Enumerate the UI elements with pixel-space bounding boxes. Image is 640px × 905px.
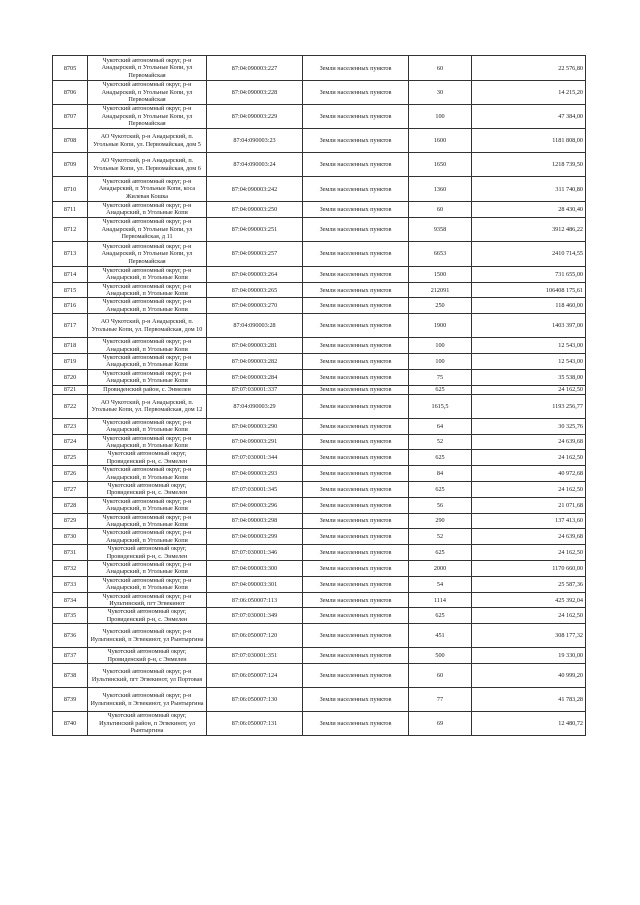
cadastral-value: 24 162,50 <box>472 481 586 497</box>
address-cell: Чукотский автономный округ, р-н Анадырский, п Угольные Копи <box>88 466 207 482</box>
land-category: Земли населенных пунктов <box>303 576 409 592</box>
area-cell: 64 <box>409 418 472 434</box>
table-row <box>53 648 586 664</box>
row-number: 8717 <box>53 314 88 338</box>
area-cell: 84 <box>409 466 472 482</box>
address-cell: Чукотский автономный округ, р-н Иультинский, пгт Эгвекинот, ул Портовая <box>88 664 207 688</box>
table-row <box>53 338 586 354</box>
land-category: Земли населенных пунктов <box>303 153 409 177</box>
cadastral-number: 87:04:090003:251 <box>207 217 303 241</box>
row-number: 8706 <box>53 81 88 105</box>
table-row <box>53 434 586 450</box>
cadastral-value: 731 655,00 <box>472 266 586 282</box>
cadastral-number: 87:04:090003:293 <box>207 466 303 482</box>
area-cell: 625 <box>409 481 472 497</box>
row-number: 8738 <box>53 664 88 688</box>
cadastral-number: 87:04:090003:28 <box>207 314 303 338</box>
address-cell: Чукотский автономный округ, р-н Иультинский, п Эгвекинот, ул Рынтыргина <box>88 624 207 648</box>
cadastral-number: 87:04:090003:298 <box>207 513 303 529</box>
land-category: Земли населенных пунктов <box>303 450 409 466</box>
table-row <box>53 241 586 266</box>
cadastral-number: 87:04:090003:291 <box>207 434 303 450</box>
table-row <box>53 314 586 338</box>
area-cell: 75 <box>409 369 472 385</box>
cadastral-number: 87:06:050007:131 <box>207 712 303 736</box>
address-cell: Чукотский автономный округ, р-н Анадырский, п Угольные Копи <box>88 298 207 314</box>
area-cell: 77 <box>409 688 472 712</box>
land-category: Земли населенных пунктов <box>303 648 409 664</box>
table-row <box>53 545 586 561</box>
cadastral-value: 14 215,20 <box>472 81 586 105</box>
cadastral-value: 40 999,20 <box>472 664 586 688</box>
land-category: Земли населенных пунктов <box>303 481 409 497</box>
table-row <box>53 561 586 577</box>
address-cell: Чукотский автономный округ, р-н Анадырский, п Угольные Копи <box>88 561 207 577</box>
area-cell: 100 <box>409 354 472 370</box>
cadastral-number: 87:04:090003:250 <box>207 202 303 218</box>
land-category: Земли населенных пунктов <box>303 354 409 370</box>
area-cell: 625 <box>409 385 472 394</box>
cadastral-number: 87:07:030001:337 <box>207 385 303 394</box>
table-row <box>53 529 586 545</box>
table-row <box>53 385 586 394</box>
land-category: Земли населенных пунктов <box>303 608 409 624</box>
cadastral-value: 41 783,28 <box>472 688 586 712</box>
cadastral-value: 137 413,60 <box>472 513 586 529</box>
row-number: 8740 <box>53 712 88 736</box>
cadastral-number: 87:04:090003:281 <box>207 338 303 354</box>
row-number: 8713 <box>53 241 88 266</box>
land-category: Земли населенных пунктов <box>303 266 409 282</box>
cadastral-value: 19 330,00 <box>472 648 586 664</box>
address-cell: Чукотский автономный округ, р-н Анадырский, п Угольные Копи <box>88 354 207 370</box>
table-row <box>53 688 586 712</box>
cadastral-value: 22 576,80 <box>472 56 586 81</box>
row-number: 8729 <box>53 513 88 529</box>
cadastral-number: 87:04:090003:290 <box>207 418 303 434</box>
area-cell: 9358 <box>409 217 472 241</box>
cadastral-value: 1193 256,77 <box>472 394 586 418</box>
table-row <box>53 592 586 608</box>
row-number: 8720 <box>53 369 88 385</box>
cadastral-value: 308 177,32 <box>472 624 586 648</box>
cadastral-value: 425 392,04 <box>472 592 586 608</box>
address-cell: Чукотский автономный округ, Провиденский р-н, с Энмелен <box>88 648 207 664</box>
address-cell: Чукотский автономный округ, Провиденский р-н, с. Энмелен <box>88 608 207 624</box>
table-row <box>53 153 586 177</box>
row-number: 8734 <box>53 592 88 608</box>
address-cell: Чукотский автономный округ, Провиденский р-н, с. Энмелен <box>88 545 207 561</box>
area-cell: 56 <box>409 497 472 513</box>
address-cell: Чукотский автономный округ, р-н Анадырский, п Угольные Копи, ул Первомайская <box>88 81 207 105</box>
land-category: Земли населенных пунктов <box>303 369 409 385</box>
cadastral-number: 87:04:090003:257 <box>207 241 303 266</box>
land-category: Земли населенных пунктов <box>303 394 409 418</box>
cadastral-number: 87:04:090003:23 <box>207 129 303 153</box>
area-cell: 52 <box>409 434 472 450</box>
land-category: Земли населенных пунктов <box>303 56 409 81</box>
cadastral-number: 87:04:090003:284 <box>207 369 303 385</box>
address-cell: Чукотский автономный округ, р-н Анадырский, п Угольные Копи <box>88 338 207 354</box>
area-cell: 60 <box>409 56 472 81</box>
cadastral-number: 87:04:090003:270 <box>207 298 303 314</box>
cadastral-value: 12 543,00 <box>472 338 586 354</box>
cadastral-value: 311 740,80 <box>472 177 586 202</box>
row-number: 8737 <box>53 648 88 664</box>
area-cell: 1500 <box>409 266 472 282</box>
land-category: Земли населенных пунктов <box>303 241 409 266</box>
table-row <box>53 177 586 202</box>
address-cell: Чукотский автономный округ, р-н Анадырский, п Угольные Копи, ул Первомайская <box>88 56 207 81</box>
cadastral-value: 24 162,50 <box>472 545 586 561</box>
cadastral-value: 118 460,00 <box>472 298 586 314</box>
row-number: 8705 <box>53 56 88 81</box>
row-number: 8715 <box>53 282 88 298</box>
area-cell: 1650 <box>409 153 472 177</box>
row-number: 8739 <box>53 688 88 712</box>
land-category: Земли населенных пунктов <box>303 434 409 450</box>
cadastral-value: 28 430,40 <box>472 202 586 218</box>
land-category: Земли населенных пунктов <box>303 561 409 577</box>
cadastral-number: 87:07:030001:344 <box>207 450 303 466</box>
land-category: Земли населенных пунктов <box>303 497 409 513</box>
row-number: 8733 <box>53 576 88 592</box>
land-category: Земли населенных пунктов <box>303 202 409 218</box>
table-row <box>53 712 586 736</box>
area-cell: 500 <box>409 648 472 664</box>
table-row <box>53 354 586 370</box>
address-cell: Чукотский автономный округ, р-н Иультинский, п Эгвекинот, ул Рынтыргина <box>88 688 207 712</box>
row-number: 8707 <box>53 105 88 129</box>
cadastral-number: 87:04:090003:29 <box>207 394 303 418</box>
cadastral-value: 3912 486,22 <box>472 217 586 241</box>
cadastral-number: 87:04:090003:227 <box>207 56 303 81</box>
address-cell: Провиденский район, с. Энмелен <box>88 385 207 394</box>
cadastral-value: 30 325,76 <box>472 418 586 434</box>
table-row <box>53 266 586 282</box>
land-category: Земли населенных пунктов <box>303 466 409 482</box>
area-cell: 1114 <box>409 592 472 608</box>
address-cell: Чукотский автономный округ, р-н Анадырский, п Угольные Копи, ул Первомайская <box>88 241 207 266</box>
address-cell: Чукотский автономный округ, р-н Анадырский, п Угольные Копи, коса Жилевая Кошка <box>88 177 207 202</box>
land-category: Земли населенных пунктов <box>303 418 409 434</box>
address-cell: Чукотский автономный округ, р-н Анадырский, п Угольные Копи <box>88 576 207 592</box>
table-row <box>53 369 586 385</box>
table-row <box>53 217 586 241</box>
cadastral-value: 25 587,36 <box>472 576 586 592</box>
table-row <box>53 418 586 434</box>
land-category: Земли населенных пунктов <box>303 513 409 529</box>
table-row <box>53 608 586 624</box>
table-row <box>53 105 586 129</box>
cadastral-number: 87:04:090003:24 <box>207 153 303 177</box>
area-cell: 625 <box>409 450 472 466</box>
cadastral-value: 24 162,50 <box>472 608 586 624</box>
address-cell: АО Чукотский, р-н Анадырский, п. Угольные Копи, ул. Первомайская, дом 5 <box>88 129 207 153</box>
address-cell: Чукотский автономный округ, р-н Анадырский, п Угольные Копи <box>88 529 207 545</box>
row-number: 8736 <box>53 624 88 648</box>
area-cell: 60 <box>409 202 472 218</box>
cadastral-number: 87:06:050007:124 <box>207 664 303 688</box>
row-number: 8721 <box>53 385 88 394</box>
cadastral-value: 2410 714,55 <box>472 241 586 266</box>
cadastral-number: 87:04:090003:242 <box>207 177 303 202</box>
address-cell: Чукотский автономный округ, р-н Анадырский, п Угольные Копи, ул Первомайская <box>88 105 207 129</box>
address-cell: Чукотский автономный округ, р-н Анадырский, п Угольные Копи, ул Первомайская, д 11 <box>88 217 207 241</box>
address-cell: Чукотский автономный округ, Провиденский р-н, с. Энмелен <box>88 450 207 466</box>
row-number: 8730 <box>53 529 88 545</box>
address-cell: Чукотский автономный округ, р-н Анадырский, п Угольные Копи <box>88 434 207 450</box>
address-cell: Чукотский автономный округ, р-н Анадырский, п Угольные Копи <box>88 266 207 282</box>
area-cell: 60 <box>409 664 472 688</box>
row-number: 8725 <box>53 450 88 466</box>
row-number: 8731 <box>53 545 88 561</box>
cadastral-value: 1181 808,00 <box>472 129 586 153</box>
area-cell: 100 <box>409 338 472 354</box>
area-cell: 1360 <box>409 177 472 202</box>
land-category: Земли населенных пунктов <box>303 282 409 298</box>
address-cell: Чукотский автономный округ, р-н Анадырский, п Угольные Копи <box>88 282 207 298</box>
address-cell: Чукотский автономный округ, р-н Анадырский, п Угольные Копи <box>88 418 207 434</box>
land-category: Земли населенных пунктов <box>303 545 409 561</box>
cadastral-number: 87:04:090003:299 <box>207 529 303 545</box>
row-number: 8727 <box>53 481 88 497</box>
table-row <box>53 481 586 497</box>
area-cell: 625 <box>409 545 472 561</box>
cadastral-value: 35 538,00 <box>472 369 586 385</box>
table-row <box>53 576 586 592</box>
table-body <box>53 56 586 736</box>
cadastral-value: 21 071,68 <box>472 497 586 513</box>
area-cell: 1600 <box>409 129 472 153</box>
cadastral-number: 87:04:090003:301 <box>207 576 303 592</box>
cadastral-value: 24 639,68 <box>472 434 586 450</box>
cadastral-number: 87:04:090003:264 <box>207 266 303 282</box>
land-category: Земли населенных пунктов <box>303 592 409 608</box>
land-plot-table <box>52 55 586 736</box>
row-number: 8714 <box>53 266 88 282</box>
cadastral-value: 12 480,72 <box>472 712 586 736</box>
row-number: 8728 <box>53 497 88 513</box>
table-row <box>53 81 586 105</box>
land-category: Земли населенных пунктов <box>303 314 409 338</box>
table-row <box>53 298 586 314</box>
area-cell: 6653 <box>409 241 472 266</box>
table-row <box>53 624 586 648</box>
cadastral-value: 40 972,68 <box>472 466 586 482</box>
cadastral-number: 87:04:090003:228 <box>207 81 303 105</box>
cadastral-number: 87:07:030001:349 <box>207 608 303 624</box>
cadastral-number: 87:06:050007:120 <box>207 624 303 648</box>
cadastral-number: 87:06:050007:130 <box>207 688 303 712</box>
cadastral-value: 1170 660,00 <box>472 561 586 577</box>
cadastral-number: 87:04:090003:296 <box>207 497 303 513</box>
cadastral-value: 1218 739,50 <box>472 153 586 177</box>
cadastral-number: 87:07:030001:346 <box>207 545 303 561</box>
land-category: Земли населенных пунктов <box>303 688 409 712</box>
area-cell: 625 <box>409 608 472 624</box>
row-number: 8712 <box>53 217 88 241</box>
address-cell: Чукотский автономный округ, Иультинский район, п Эгвекинот, ул Рынтыргина <box>88 712 207 736</box>
row-number: 8724 <box>53 434 88 450</box>
land-category: Земли населенных пунктов <box>303 105 409 129</box>
row-number: 8709 <box>53 153 88 177</box>
area-cell: 54 <box>409 576 472 592</box>
cadastral-value: 24 162,50 <box>472 385 586 394</box>
land-category: Земли населенных пунктов <box>303 217 409 241</box>
area-cell: 1615,5 <box>409 394 472 418</box>
address-cell: АО Чукотский, р-н Анадырский, п. Угольные Копи, ул. Первомайская, дом 6 <box>88 153 207 177</box>
row-number: 8723 <box>53 418 88 434</box>
land-category: Земли населенных пунктов <box>303 712 409 736</box>
land-category: Земли населенных пунктов <box>303 338 409 354</box>
area-cell: 250 <box>409 298 472 314</box>
area-cell: 2000 <box>409 561 472 577</box>
row-number: 8735 <box>53 608 88 624</box>
area-cell: 451 <box>409 624 472 648</box>
area-cell: 1900 <box>409 314 472 338</box>
address-cell: АО Чукотский, р-н Анадырский, п. Угольные Копи, ул. Первомайская, дом 12 <box>88 394 207 418</box>
area-cell: 212091 <box>409 282 472 298</box>
row-number: 8710 <box>53 177 88 202</box>
cadastral-number: 87:04:090003:265 <box>207 282 303 298</box>
table-row <box>53 394 586 418</box>
table-row <box>53 450 586 466</box>
row-number: 8726 <box>53 466 88 482</box>
row-number: 8719 <box>53 354 88 370</box>
address-cell: Чукотский автономный округ, р-н Анадырский, п Угольные Копи <box>88 513 207 529</box>
area-cell: 100 <box>409 105 472 129</box>
row-number: 8722 <box>53 394 88 418</box>
address-cell: Чукотский автономный округ, р-н Иультинский, пгт Эгвекинот <box>88 592 207 608</box>
table-row <box>53 202 586 218</box>
land-category: Земли населенных пунктов <box>303 529 409 545</box>
land-category: Земли населенных пунктов <box>303 624 409 648</box>
table-row <box>53 513 586 529</box>
land-category: Земли населенных пунктов <box>303 177 409 202</box>
table-row <box>53 56 586 81</box>
cadastral-number: 87:04:090003:300 <box>207 561 303 577</box>
address-cell: Чукотский автономный округ, р-н Анадырский, п Угольные Копи <box>88 497 207 513</box>
land-category: Земли населенных пунктов <box>303 385 409 394</box>
address-cell: Чукотский автономный округ, Провиденский р-н, с. Энмелен <box>88 481 207 497</box>
table-row <box>53 282 586 298</box>
land-category: Земли населенных пунктов <box>303 664 409 688</box>
area-cell: 290 <box>409 513 472 529</box>
cadastral-number: 87:07:030001:351 <box>207 648 303 664</box>
row-number: 8718 <box>53 338 88 354</box>
cadastral-number: 87:04:090003:282 <box>207 354 303 370</box>
address-cell: Чукотский автономный округ, р-н Анадырский, п Угольные Копи <box>88 202 207 218</box>
table-row <box>53 497 586 513</box>
cadastral-value: 1403 397,00 <box>472 314 586 338</box>
table-row <box>53 664 586 688</box>
cadastral-number: 87:04:090003:229 <box>207 105 303 129</box>
area-cell: 69 <box>409 712 472 736</box>
table-row <box>53 466 586 482</box>
land-category: Земли населенных пунктов <box>303 81 409 105</box>
land-category: Земли населенных пунктов <box>303 129 409 153</box>
address-cell: Чукотский автономный округ, р-н Анадырский, п Угольные Копи <box>88 369 207 385</box>
cadastral-number: 87:06:050007:113 <box>207 592 303 608</box>
land-category: Земли населенных пунктов <box>303 298 409 314</box>
area-cell: 30 <box>409 81 472 105</box>
cadastral-value: 24 639,68 <box>472 529 586 545</box>
cadastral-value: 106408 175,61 <box>472 282 586 298</box>
cadastral-value: 12 543,00 <box>472 354 586 370</box>
table-row <box>53 129 586 153</box>
area-cell: 52 <box>409 529 472 545</box>
row-number: 8711 <box>53 202 88 218</box>
row-number: 8716 <box>53 298 88 314</box>
cadastral-number: 87:07:030001:345 <box>207 481 303 497</box>
address-cell: АО Чукотский, р-н Анадырский, п. Угольные Копи, ул. Первомайская, дом 10 <box>88 314 207 338</box>
row-number: 8708 <box>53 129 88 153</box>
cadastral-value: 24 162,50 <box>472 450 586 466</box>
cadastral-value: 47 384,00 <box>472 105 586 129</box>
row-number: 8732 <box>53 561 88 577</box>
